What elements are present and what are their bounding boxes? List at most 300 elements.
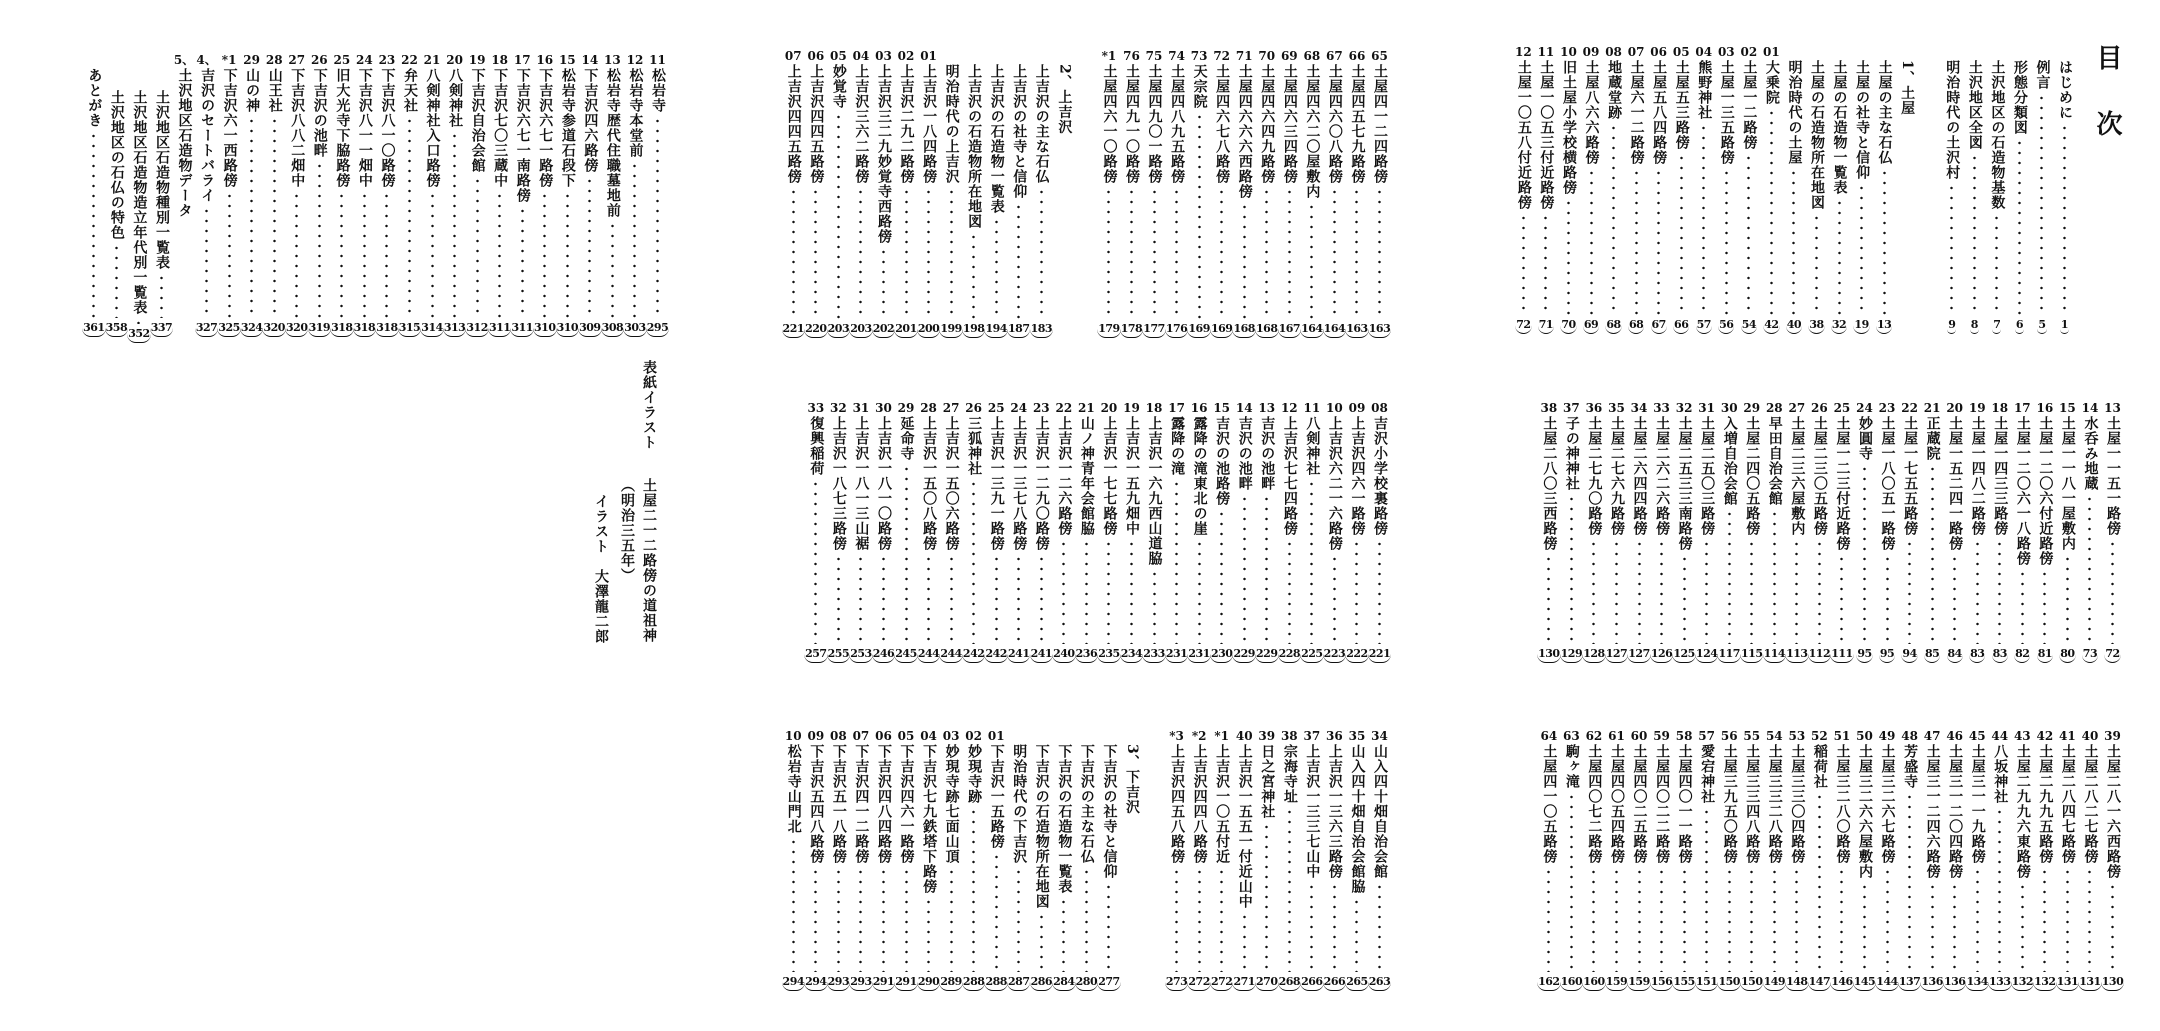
- toc-entry: [1967, 728, 1988, 991]
- entry-title: 下吉沢七〇三蔵中: [492, 68, 509, 188]
- entry-number: 39: [2104, 729, 2121, 743]
- entry-number: 35: [1348, 729, 1366, 743]
- entry-title: 松岩寺参道石段下: [559, 68, 576, 188]
- entry-number: 42: [2036, 729, 2054, 743]
- dot-leader: [1953, 554, 1956, 644]
- toc-entry: [1854, 728, 1875, 991]
- dot-leader: [1570, 494, 1573, 644]
- entry-title: 下吉沢六七一南路傍: [514, 68, 531, 203]
- toc-entry: [2034, 728, 2055, 991]
- entry-title: 入増自治会館: [1721, 416, 1738, 506]
- dot-leader: [927, 897, 930, 972]
- dot-leader: [1615, 867, 1618, 972]
- toc-entry: [83, 52, 104, 337]
- toc-entry: [918, 400, 939, 663]
- entry-number: 74: [1168, 49, 1185, 63]
- entry-title: 駒ヶ滝: [1563, 744, 1580, 789]
- dot-leader: [837, 867, 840, 972]
- toc-entry: [1008, 400, 1029, 663]
- entry-number: 30: [1720, 401, 1738, 415]
- dot-leader: [995, 852, 998, 972]
- dot-leader: [2066, 867, 2069, 972]
- page-number: 242: [984, 647, 1007, 663]
- entry-title: 土屋二三〇五路傍: [1811, 416, 1828, 536]
- page-number: 288: [984, 975, 1007, 991]
- entry-title: 土屋二八二七路傍: [2082, 744, 2099, 864]
- entry-title: 土屋二八〇三西路傍: [1541, 416, 1558, 551]
- entry-title: 松岩寺: [650, 68, 666, 113]
- entry-title: 土屋三一一九路傍: [1969, 744, 1986, 864]
- toc-entry: [1693, 44, 1714, 334]
- dot-leader: [1818, 792, 1821, 972]
- toc-entry: [1076, 48, 1097, 338]
- toc-entry: [963, 48, 984, 338]
- entry-number: 23: [1032, 401, 1050, 415]
- dot-leader: [882, 867, 885, 972]
- entry-title: 水呑み地蔵: [2082, 416, 2099, 491]
- entry-title: 土沢地区の石造物基数: [1989, 60, 2006, 210]
- page-number: 265: [1345, 975, 1368, 991]
- entry-number: 28: [265, 53, 283, 67]
- entry-title: 土屋二七六九路傍: [1608, 416, 1625, 536]
- toc-entry: [1098, 400, 1119, 663]
- dot-leader: [1660, 867, 1663, 972]
- toc-entry: [1764, 728, 1785, 991]
- entry-title: 下吉沢八八二畑中: [289, 68, 306, 188]
- toc-entry: [1919, 44, 1940, 334]
- dot-leader: [611, 221, 614, 318]
- entry-title: 土屋二八一六西路傍: [2105, 744, 2121, 879]
- entry-number: 72: [1213, 49, 1231, 63]
- page-number: 162: [1537, 975, 1560, 991]
- toc-entry: [1603, 44, 1624, 334]
- dot-leader: [1040, 912, 1043, 972]
- entry-title: 土屋四六七八路傍: [1214, 64, 1231, 184]
- toc-mid-top: [773, 48, 1390, 338]
- toc-left-top: [68, 52, 669, 340]
- entry-number: 20: [1100, 401, 1118, 415]
- toc-entry: [1279, 48, 1300, 338]
- dot-leader: [1908, 792, 1911, 972]
- toc-entry: [1738, 44, 1759, 334]
- toc-entry: [1967, 400, 1988, 663]
- entry-number: 68: [1303, 49, 1321, 63]
- dot-leader: [476, 176, 479, 318]
- toc-entry: [1346, 400, 1367, 663]
- dot-leader: [1288, 539, 1291, 644]
- cover-year: （明治三五年）: [619, 478, 635, 583]
- entry-title: 愛宕神社: [1699, 744, 1716, 804]
- entry-title: 上吉沢一五〇八路傍: [921, 416, 938, 551]
- page-number: 163: [1345, 322, 1368, 338]
- toc-entry: [1211, 728, 1232, 991]
- dot-leader: [1355, 539, 1358, 644]
- toc-entry: [1166, 400, 1187, 663]
- dot-leader: [2021, 569, 2024, 644]
- page-number: 286: [1030, 975, 1053, 991]
- toc-entry: [1098, 48, 1119, 338]
- page-number: 303: [623, 321, 646, 337]
- entry-title: 土屋四六三四路傍: [1281, 64, 1298, 184]
- page-number: 294: [782, 975, 805, 991]
- dot-leader: [1615, 539, 1618, 644]
- toc-entry: [1121, 400, 1142, 663]
- entry-title: 上吉沢一三七八路傍: [1011, 416, 1028, 551]
- entry-title: 下吉沢四一二路傍: [853, 744, 870, 864]
- page-number: 221: [782, 322, 805, 338]
- dot-leader: [1995, 213, 1998, 315]
- dot-leader: [1198, 867, 1201, 972]
- toc-entry: [444, 52, 465, 337]
- entry-title: 上吉沢四四五路傍: [785, 64, 802, 184]
- entry-number: 47: [1923, 729, 1941, 743]
- entry-number: 16: [536, 53, 554, 67]
- page-number: 228: [1278, 647, 1301, 663]
- entry-number: 11: [1303, 401, 1321, 415]
- entry-number: 18: [491, 53, 509, 67]
- page-number: 155: [1672, 975, 1695, 991]
- entry-number: 18: [1145, 401, 1163, 415]
- toc-entry: [805, 48, 826, 338]
- page-number: 244: [917, 647, 940, 663]
- toc-entry: [1831, 728, 1852, 991]
- entry-title: 下吉沢六七一路傍: [537, 68, 554, 188]
- dot-leader: [1973, 153, 1976, 315]
- toc-entry: [1538, 728, 1559, 991]
- dot-leader: [1705, 807, 1708, 972]
- toc-entry: [941, 728, 962, 991]
- entry-title: 土屋一〇五三付近路傍: [1538, 60, 1555, 210]
- entry-title: 八剣神社: [1304, 416, 1321, 476]
- page-number: 131: [2078, 975, 2101, 991]
- entry-number: 17: [2013, 401, 2031, 415]
- entry-number: 66: [1348, 49, 1366, 63]
- page-number: 133: [1988, 975, 2011, 991]
- dot-leader: [92, 131, 95, 318]
- page-number: 320: [262, 321, 285, 337]
- entry-title: 土屋六一二路傍: [1628, 60, 1645, 165]
- entry-number: 08: [1371, 401, 1388, 415]
- toc-entry: [1922, 728, 1943, 991]
- entry-title: 上吉沢一八一三山裾: [853, 416, 870, 551]
- toc-entry: [1651, 400, 1672, 663]
- entry-title: 吉沢の池路傍: [1214, 416, 1231, 506]
- toc-entry: [941, 400, 962, 663]
- toc-entry: [918, 728, 939, 991]
- dot-leader: [2088, 494, 2091, 644]
- entry-number: 22: [1901, 401, 1918, 415]
- dot-leader: [1863, 882, 1866, 972]
- entry-number: *1: [221, 53, 237, 67]
- dot-leader: [1838, 198, 1841, 315]
- dot-leader: [995, 554, 998, 644]
- page-number: 95: [1879, 647, 1895, 663]
- entry-number: 02: [965, 729, 982, 743]
- dot-leader: [950, 187, 953, 319]
- page-number: 169: [1210, 322, 1233, 338]
- entry-number: 09: [1348, 401, 1366, 415]
- page-number: 277: [1097, 975, 1120, 991]
- entry-title: 明治時代の土屋: [1786, 60, 1803, 165]
- toc-entry: [941, 48, 962, 338]
- page-number: 201: [894, 322, 917, 338]
- entry-number: 08: [830, 729, 847, 743]
- page-number: 225: [1300, 647, 1323, 663]
- dot-leader: [1976, 539, 1979, 644]
- page-number: 72: [2104, 647, 2120, 663]
- toc-entry: [1189, 728, 1210, 991]
- entry-number: 41: [2059, 729, 2076, 743]
- page-number: 194: [984, 322, 1007, 338]
- entry-title: 上吉沢一八四路傍: [921, 64, 938, 184]
- toc-entry: [467, 52, 488, 337]
- toc-entry: [1874, 44, 1895, 334]
- entry-title: 土屋三二六六屋敷内: [1856, 744, 1873, 879]
- entry-title: 上吉沢の石造物所在地図: [966, 64, 983, 229]
- entry-title: 土屋一二三付近路傍: [1834, 416, 1851, 551]
- entry-title: 上吉沢三二九妙覚寺西路傍: [875, 64, 892, 244]
- entry-title: 下吉沢の社寺と信仰: [1101, 744, 1118, 879]
- entry-number: 29: [243, 53, 260, 67]
- toc-entry: [1031, 400, 1052, 663]
- entry-number: 51: [1833, 729, 1851, 743]
- page-number: 222: [1345, 647, 1368, 663]
- page-title: 目次: [2092, 44, 2122, 176]
- entry-title: 吉沢の池畔: [1236, 416, 1253, 491]
- entry-title: 土屋一五二四一路傍: [1947, 416, 1964, 551]
- page-number: 289: [939, 975, 962, 991]
- entry-title: 上吉沢四五八路傍: [1169, 744, 1186, 864]
- toc-entry: [1076, 728, 1097, 991]
- page-number: 85: [1924, 647, 1940, 663]
- entry-number: 26: [310, 53, 328, 67]
- page-number: 310: [556, 321, 579, 337]
- dot-leader: [905, 464, 908, 644]
- entry-number: 18: [1991, 401, 2009, 415]
- entry-number: 37: [1563, 401, 1580, 415]
- entry-number: 04: [852, 49, 870, 63]
- entry-number: 73: [1190, 49, 1208, 63]
- toc-entry: [1829, 44, 1850, 334]
- page-number: 284: [1052, 975, 1075, 991]
- toc-entry: [1031, 48, 1052, 338]
- entry-title: 土屋四〇五四路傍: [1608, 744, 1625, 864]
- entry-title: 土屋四六四九路傍: [1259, 64, 1276, 184]
- entry-title: あとがき: [86, 68, 103, 128]
- entry-number: 64: [1540, 729, 1558, 743]
- dot-leader: [1310, 202, 1313, 319]
- entry-title: 土屋三三四八路傍: [1744, 744, 1761, 864]
- page-number: 246: [872, 647, 895, 663]
- toc-entry: [1008, 48, 1029, 338]
- toc-entry: [1786, 728, 1807, 991]
- entry-title: 土屋の主な石仏: [1876, 60, 1893, 165]
- toc-right-mid: [1508, 400, 2123, 663]
- entry-title: 土屋一一八一屋敷内: [2059, 416, 2076, 551]
- page-number: 7: [1992, 318, 2001, 334]
- page-number: 203: [849, 322, 872, 338]
- page-number: 38: [1808, 318, 1824, 334]
- entry-number: 22: [1055, 401, 1073, 415]
- toc-entry: [489, 52, 510, 337]
- toc-entry: [1629, 728, 1650, 991]
- cover-caption: 土屋二一二路傍の道祖神: [641, 478, 657, 643]
- entry-number: 28: [920, 401, 937, 415]
- toc-entry: [963, 728, 984, 991]
- dot-leader: [1660, 539, 1663, 644]
- page-number: 244: [939, 647, 962, 663]
- entry-title: 土屋四六二〇屋敷内: [1304, 64, 1321, 199]
- toc-entry: [241, 52, 262, 337]
- entry-number: 36: [1585, 401, 1603, 415]
- entry-number: 38: [1540, 401, 1558, 415]
- toc-entry: [1941, 44, 1962, 334]
- page-number: 130: [2101, 975, 2124, 991]
- entry-title: 上吉沢一二六路傍: [1056, 416, 1073, 536]
- page-number: 183: [1030, 322, 1053, 338]
- dot-leader: [1220, 187, 1223, 319]
- entry-number: *3: [1169, 729, 1184, 743]
- page-number: 291: [872, 975, 895, 991]
- page-number: 163: [1368, 322, 1391, 338]
- entry-title: 山の神: [244, 68, 261, 113]
- page-number: 240: [1052, 647, 1075, 663]
- page-number: 187: [1007, 322, 1030, 338]
- dot-leader: [1085, 867, 1088, 972]
- entry-number: *2: [1191, 729, 1207, 743]
- entry-number: 12: [1280, 401, 1298, 415]
- entry-number: 32: [830, 401, 847, 415]
- dot-leader: [837, 112, 840, 319]
- page-number: 327: [195, 321, 218, 337]
- entry-number: 13: [604, 53, 621, 67]
- page-number: 164: [1323, 322, 1346, 338]
- toc-entry: [2057, 728, 2078, 991]
- page-number: 288: [962, 975, 985, 991]
- dot-leader: [1635, 168, 1638, 315]
- dot-leader: [1590, 168, 1593, 315]
- dot-leader: [1998, 539, 2001, 644]
- toc-entry: [850, 400, 871, 663]
- entry-number: 13: [2104, 401, 2121, 415]
- entry-number: 20: [446, 53, 463, 67]
- entry-number: 52: [1811, 729, 1828, 743]
- toc-entry: [2009, 44, 2030, 334]
- dot-leader: [1840, 554, 1843, 644]
- toc-entry: [1899, 400, 1920, 663]
- toc-entry: [1121, 48, 1142, 338]
- entry-number: 01: [920, 49, 937, 63]
- toc-entry: [1513, 44, 1534, 334]
- entry-number: 06: [875, 729, 892, 743]
- dot-leader: [1355, 897, 1358, 972]
- entry-number: 10: [1560, 45, 1577, 59]
- page-number: 66: [1673, 318, 1689, 334]
- entry-title: 土屋四八九五路傍: [1169, 64, 1186, 184]
- toc-entry: [873, 48, 894, 338]
- entry-title: 土屋二八四七路傍: [2059, 744, 2076, 864]
- entry-title: 上吉沢六二一六路傍: [1326, 416, 1343, 551]
- dot-leader: [1638, 539, 1641, 644]
- page-number: 150: [1740, 975, 1763, 991]
- entry-number: 05: [1672, 45, 1690, 59]
- dot-leader: [837, 554, 840, 644]
- entry-number: 53: [1788, 729, 1806, 743]
- dot-leader: [905, 867, 908, 972]
- dot-leader: [1220, 509, 1223, 644]
- dot-leader: [1062, 897, 1065, 972]
- dot-leader: [656, 116, 659, 318]
- entry-number: 36: [1326, 729, 1343, 743]
- toc-entry: [1877, 400, 1898, 663]
- page-number: 112: [1808, 647, 1831, 663]
- toc-entry: [1346, 728, 1367, 991]
- page-number: 57: [1696, 318, 1712, 334]
- page-number: 117: [1717, 647, 1740, 663]
- page-number: 176: [1165, 322, 1188, 338]
- page-number: 156: [1650, 975, 1673, 991]
- page-number: 358: [105, 321, 128, 337]
- toc-entry: [2102, 728, 2123, 991]
- toc-entry: [1053, 48, 1074, 338]
- entry-title: 上吉沢四六一路傍: [1349, 416, 1366, 536]
- page-number: 111: [1830, 647, 1853, 663]
- entry-number: 23: [378, 53, 396, 67]
- entry-title: 大乗院: [1763, 60, 1780, 105]
- dot-leader: [972, 479, 975, 644]
- toc-entry: [873, 400, 894, 663]
- entry-title: 下吉沢六一西路傍: [221, 68, 238, 188]
- dot-leader: [1840, 867, 1843, 972]
- toc-entry: [1234, 48, 1255, 338]
- entry-number: 34: [1630, 401, 1648, 415]
- page-number: 178: [1120, 322, 1143, 338]
- entry-title: 下吉沢四六路傍: [582, 68, 599, 173]
- dot-leader: [1040, 554, 1043, 644]
- entry-number: 29: [1743, 401, 1761, 415]
- dot-leader: [1017, 867, 1020, 972]
- page-number: 149: [1763, 975, 1786, 991]
- dot-leader: [1931, 464, 1934, 644]
- entry-title: 土屋四一〇五路傍: [1541, 744, 1558, 864]
- entry-title: 上吉沢一二九〇路傍: [1033, 416, 1050, 551]
- page-number: 272: [1187, 975, 1210, 991]
- toc-entry: [1256, 400, 1277, 663]
- toc-entry: [1626, 44, 1647, 334]
- page-number: 293: [827, 975, 850, 991]
- toc-entry: [1648, 44, 1669, 334]
- dot-leader: [792, 837, 795, 972]
- dot-leader: [1175, 479, 1178, 644]
- page-number: 318: [330, 321, 353, 337]
- dot-leader: [859, 187, 862, 319]
- entry-title: 土屋一四三三路傍: [1992, 416, 2009, 536]
- entry-title: 土屋一四八二路傍: [1969, 416, 1986, 536]
- entry-number: 16: [2036, 401, 2054, 415]
- dot-leader: [1953, 882, 1956, 972]
- entry-title: 吉沢小学校裏路傍: [1372, 416, 1388, 536]
- toc-entry: [1324, 728, 1345, 991]
- dot-leader: [566, 191, 569, 318]
- entry-number: 11: [1537, 45, 1555, 59]
- dot-leader: [1040, 187, 1043, 319]
- entry-title: 上吉沢四四八路傍: [1191, 744, 1208, 864]
- toc-entry: [1606, 728, 1627, 991]
- page-number: 147: [1808, 975, 1831, 991]
- toc-entry: [1279, 728, 1300, 991]
- page-number: 164: [1300, 322, 1323, 338]
- dot-leader: [1657, 168, 1660, 315]
